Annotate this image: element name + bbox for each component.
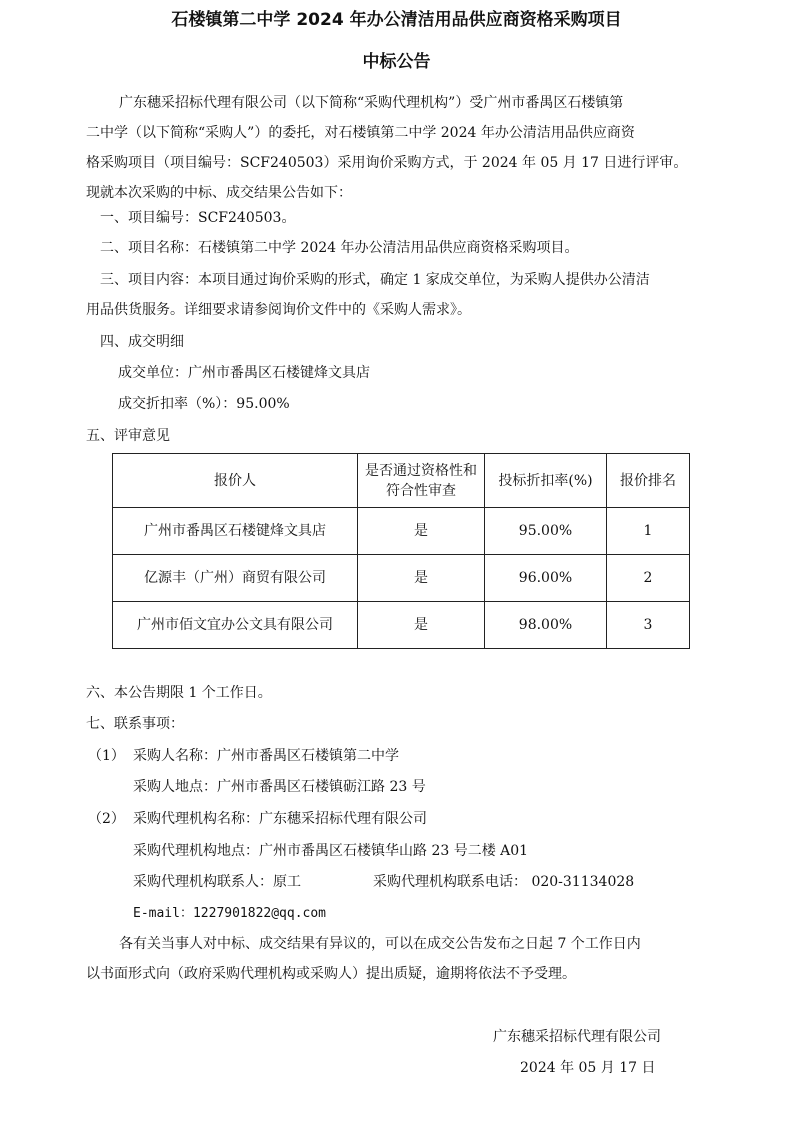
deal-unit: 成交单位：广州市番禺区石楼键烽文具店	[118, 365, 370, 381]
intro-line-2: 二中学（以下简称“采购人”）的委托，对石楼镇第二中学 2024 年办公清洁用品供应商资	[86, 125, 635, 141]
purchaser-address: 采购人地点：广州市番禺区石楼镇砺江路 23 号	[133, 779, 426, 795]
header-qualification: 是否通过资格性和符合性审查	[358, 454, 485, 508]
table-row	[113, 555, 690, 602]
project-content-line-2: 用品供货服务。详细要求请参阅询价文件中的《采购人需求》。	[86, 302, 471, 318]
cell-rank: 2	[607, 555, 690, 602]
cell-qualification: 是	[358, 555, 485, 602]
cell-discount-rate: 98.00%	[485, 602, 607, 649]
objection-line-2: 以书面形式向（政府采购代理机构或采购人）提出质疑，逾期将依法不予受理。	[86, 966, 576, 982]
table-header-row	[113, 454, 690, 508]
deal-rate: 成交折扣率（%）：95.00%	[118, 396, 290, 412]
header-discount-rate: 投标折扣率(%)	[485, 454, 607, 508]
agency-name: 采购代理机构名称：广东穗采招标代理有限公司	[133, 811, 427, 827]
cell-bidder: 广州市番禺区石楼键烽文具店	[113, 508, 358, 555]
table-row	[113, 602, 690, 649]
project-name: 二、项目名称：石楼镇第二中学 2024 年办公清洁用品供应商资格采购项目。	[100, 240, 579, 256]
purchaser-name: 采购人名称：广州市番禺区石楼镇第二中学	[133, 748, 399, 764]
objection-line-1: 各有关当事人对中标、成交结果有异议的，可以在成交公告发布之日起 7 个工作日内	[119, 936, 641, 952]
table-row	[113, 508, 690, 555]
header-bidder: 报价人	[113, 454, 358, 508]
cell-bidder: 广州市佰文宜办公文具有限公司	[113, 602, 358, 649]
cell-bidder: 亿源丰（广州）商贸有限公司	[113, 555, 358, 602]
cell-discount-rate: 96.00%	[485, 555, 607, 602]
project-content-line-1: 三、项目内容：本项目通过询价采购的形式，确定 1 家成交单位，为采购人提供办公清洁	[100, 272, 650, 288]
agency-contact-person: 采购代理机构联系人：原工	[133, 874, 301, 890]
header-rank: 报价排名	[607, 454, 690, 508]
contact-number-2: （2）	[88, 811, 125, 827]
review-heading: 五、评审意见	[86, 428, 170, 444]
signature-company: 广东穗采招标代理有限公司	[493, 1029, 661, 1045]
intro-line-1: 广东穗采招标代理有限公司（以下简称“采购代理机构”）受广州市番禺区石楼镇第	[119, 95, 624, 111]
document-title: 石楼镇第二中学 2024 年办公清洁用品供应商资格采购项目	[171, 10, 622, 30]
deal-heading: 四、成交明细	[100, 334, 184, 350]
intro-line-4: 现就本次采购的中标、成交结果公告如下：	[86, 185, 352, 201]
announcement-period: 六、本公告期限 1 个工作日。	[86, 685, 272, 701]
signature-date: 2024 年 05 月 17 日	[520, 1060, 656, 1076]
contact-number-1: （1）	[88, 748, 125, 764]
project-number: 一、项目编号：SCF240503。	[100, 210, 296, 226]
cell-qualification: 是	[358, 602, 485, 649]
cell-rank: 1	[607, 508, 690, 555]
cell-rank: 3	[607, 602, 690, 649]
contact-heading: 七、联系事项：	[86, 716, 184, 732]
cell-discount-rate: 95.00%	[485, 508, 607, 555]
document-subtitle: 中标公告	[362, 52, 431, 72]
agency-address: 采购代理机构地点：广州市番禺区石楼镇华山路 23 号二楼 A01	[133, 843, 529, 859]
agency-email: E-mail：1227901822@qq.com	[133, 906, 327, 921]
agency-contact-phone: 采购代理机构联系电话： 020-31134028	[373, 874, 635, 890]
review-table	[112, 453, 690, 649]
cell-qualification: 是	[358, 508, 485, 555]
intro-line-3: 格采购项目（项目编号：SCF240503）采用询价采购方式，于 2024 年 05 月 17 日进行评审。	[86, 155, 688, 171]
